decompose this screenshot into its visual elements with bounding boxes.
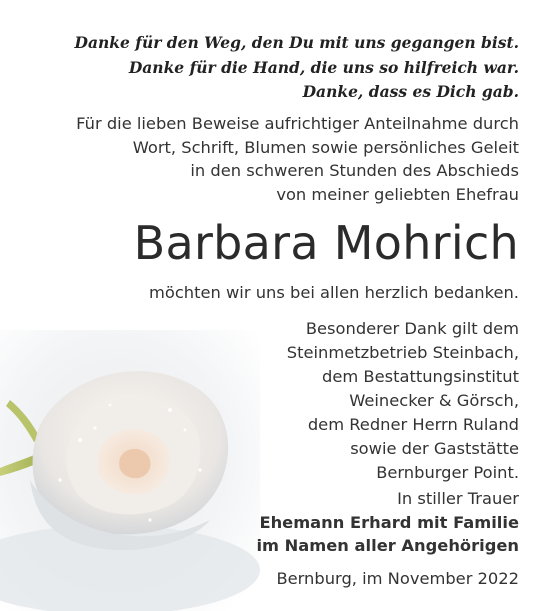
special-thanks-line: Bernburger Point.: [376, 463, 519, 482]
special-thanks-line: dem Redner Herrn Ruland: [307, 415, 519, 434]
mourners-family: Ehemann Erhard mit Familie: [259, 512, 519, 532]
intro-text: [76, 112, 519, 206]
special-thanks-line: Besonderer Dank gilt dem: [305, 319, 519, 338]
quote-line: Danke für die Hand, die uns so hilfreich war.: [128, 57, 519, 77]
intro-line: Für die lieben Beweise aufrichtiger Anteilnahme durch: [76, 114, 519, 133]
white-rose-image: [0, 330, 260, 611]
special-thanks-line: Steinmetzbetrieb Steinbach,: [286, 343, 519, 362]
thanks-line: möchten wir uns bei allen herzlich bedanken.: [149, 283, 519, 302]
intro-line: Wort, Schrift, Blumen sowie persönliches Geleit: [132, 137, 519, 157]
intro-line: in den schweren Stunden des Abschieds: [190, 161, 519, 180]
special-thanks-line: Weinecker & Görsch,: [349, 391, 519, 410]
special-thanks: [287, 317, 519, 485]
special-thanks-line: dem Bestattungsinstitut: [322, 367, 519, 386]
quote-line: Danke für den Weg, den Du mit uns gegangen bist.: [74, 33, 519, 52]
mourners-block: [256, 487, 519, 558]
intro-line: von meiner geliebten Ehefrau: [276, 184, 519, 204]
mourners-relatives: im Namen aller Angehörigen: [256, 536, 519, 555]
special-thanks-line: sowie der Gaststätte: [350, 439, 519, 458]
place-date: Bernburg, im November 2022: [276, 569, 519, 588]
deceased-name: Barbara Mohrich: [133, 216, 519, 270]
quote-line: Danke, dass es Dich gab.: [302, 82, 519, 101]
poem-quote: [75, 31, 519, 105]
mourners-intro: In stiller Trauer: [397, 489, 519, 508]
